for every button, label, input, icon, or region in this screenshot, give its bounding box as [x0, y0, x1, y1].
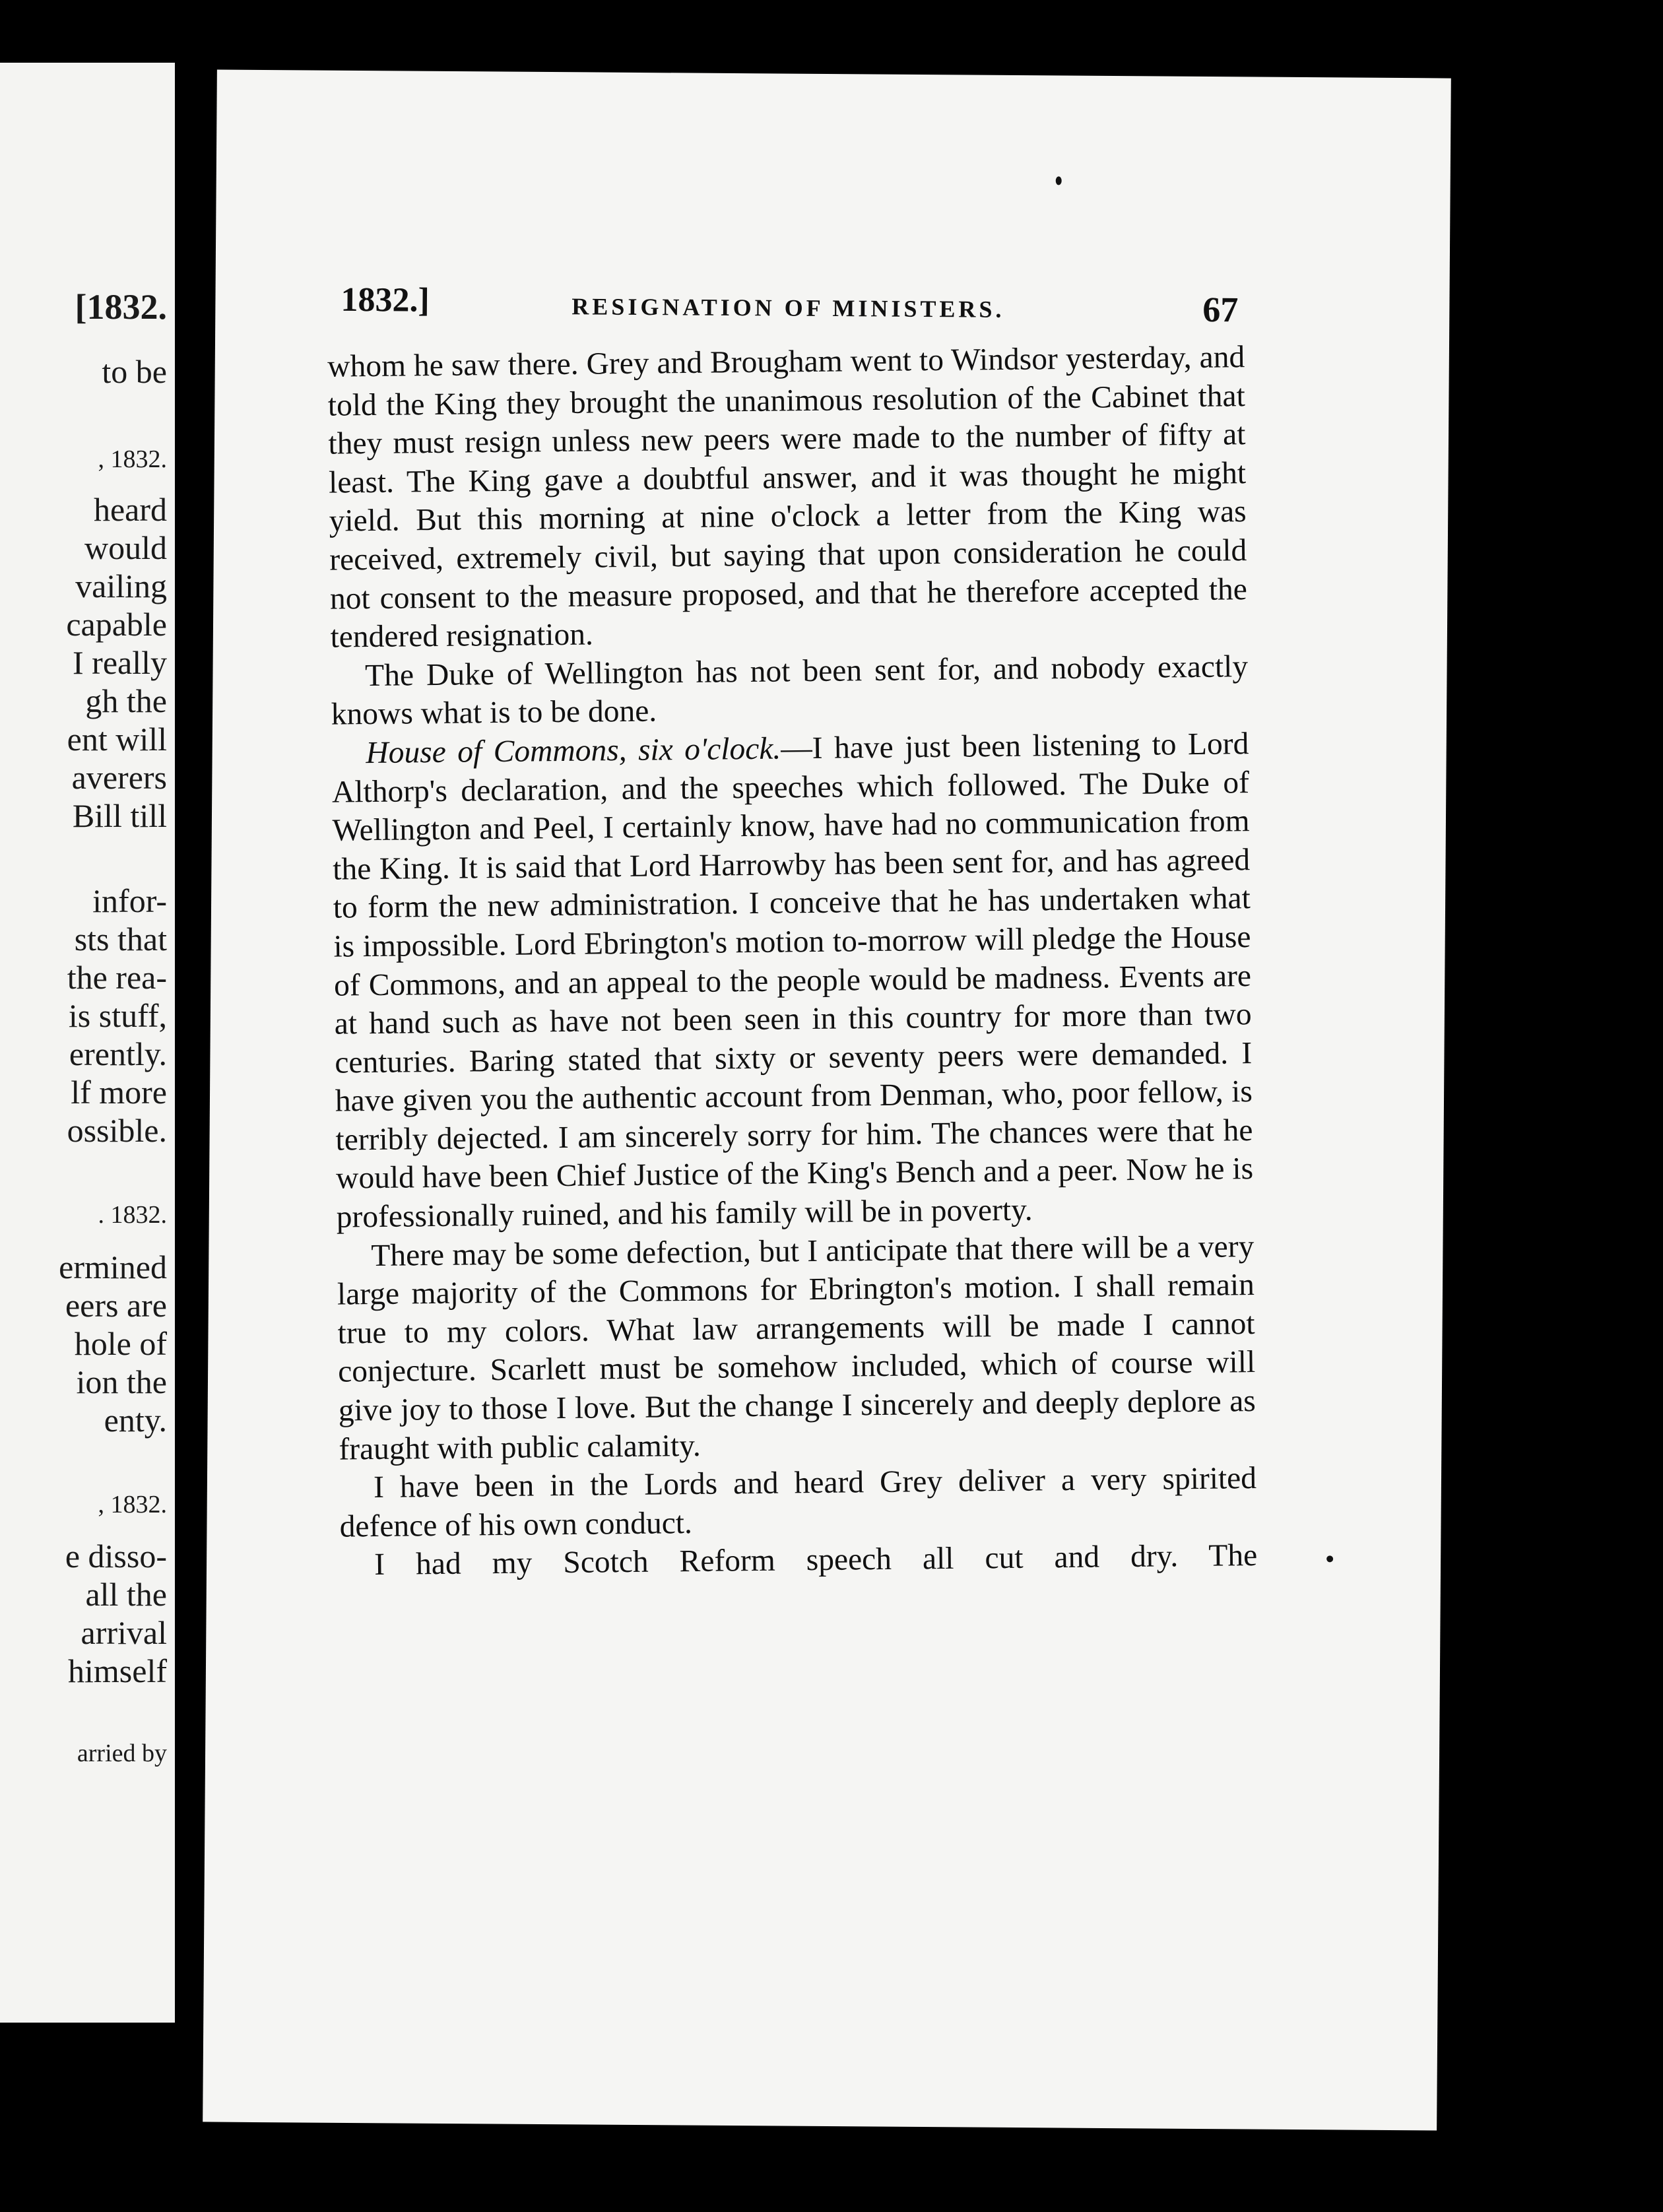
left-frag-2: , 1832. — [98, 445, 167, 473]
left-frag-9: ent will — [67, 721, 167, 758]
facing-page-fragment — [0, 63, 175, 2023]
left-frag-15: is stuff, — [68, 997, 167, 1034]
left-frag-30: arried by — [77, 1740, 167, 1767]
left-frag-25: , 1832. — [98, 1491, 167, 1518]
body-text — [327, 338, 1258, 1584]
paragraph — [331, 725, 1254, 1237]
running-head-title: RESIGNATION OF MINISTERS. — [571, 293, 1005, 323]
left-frag-18: ossible. — [67, 1112, 167, 1149]
left-frag-27: all the — [85, 1576, 167, 1613]
page-number: 67 — [1202, 289, 1239, 330]
left-frag-6: capable — [66, 606, 167, 643]
paragraph: The Duke of Wellington has not been sent for, and nobody exactly knows what is to be done. — [331, 649, 1249, 732]
paragraph: I had my Scotch Reform speech all cut and dry. The — [374, 1538, 1258, 1582]
left-frag-4: would — [84, 529, 167, 566]
left-frag-29: himself — [68, 1652, 167, 1689]
left-frag-21: eers are — [65, 1287, 167, 1324]
ink-speck — [1326, 1555, 1333, 1562]
left-frag-1: to be — [102, 353, 167, 390]
ink-speck — [1056, 176, 1062, 185]
left-frag-0: [1832. — [75, 287, 167, 327]
left-frag-10: averers — [71, 759, 167, 796]
left-frag-5: vailing — [75, 568, 167, 604]
paragraph-lead: House of Commons, six o'clock. — [366, 731, 781, 771]
running-head — [341, 274, 1239, 333]
left-frag-16: erently. — [69, 1035, 167, 1072]
left-frag-8: gh the — [85, 682, 167, 719]
left-frag-26: e disso- — [65, 1538, 167, 1575]
left-frag-22: hole of — [74, 1325, 167, 1362]
left-frag-24: enty. — [104, 1402, 167, 1439]
paragraph: whom he saw there. Grey and Brougham went to Windsor yesterday, and told the King they brought the unanimous resolution of the Cabinet that they must resign unless new peers were made to the number of fifty at least. The King gave a doubtful answer, and it was thought he might yield. But this morning at nine o'clock a letter from the King was received, extremely civil, but saying that upon consideration he could not consent to the measure proposed, and that he therefore accepted the tendered resignation. — [327, 340, 1248, 655]
left-frag-12: infor- — [92, 882, 167, 919]
left-frag-19: . 1832. — [98, 1201, 167, 1229]
left-frag-11: Bill till — [72, 797, 167, 834]
paragraph: I have been in the Lords and heard Grey deliver a very spirited defence of his own conduct. — [339, 1461, 1257, 1544]
running-head-year: 1832.] — [341, 280, 430, 319]
book-page — [203, 70, 1451, 2131]
left-frag-14: the rea- — [67, 959, 167, 996]
paragraph-body: —I have just been listening to Lord Althorp's declaration, and the speeches which followed. The Duke of Wellington and Peel, I certainly know, have had no communication from the King. It is said that Lord Harrowby has been sent for, and has agreed to form the new administration. I conceive that he has undertaken what is impossible. Lord Ebrington's motion to-morrow will pledge the House of Commons, and an appeal to the people would be madness. Events are at hand such as have not been seen in this country for more than two centuries. Baring stated that sixty or seventy peers were demanded. I have given you the authentic account from Denman, who, poor fellow, is terribly dejected. I am sincerely sorry for him. The chances were that he would have been Chief Justice of the King's Bench and a peer. Now he is professionally ruined, and his family will be in poverty. — [331, 727, 1254, 1235]
left-frag-17: lf more — [71, 1074, 167, 1111]
left-frag-28: arrival — [81, 1614, 167, 1651]
left-frag-7: I really — [73, 644, 167, 681]
left-frag-23: ion the — [76, 1363, 167, 1400]
left-frag-13: sts that — [74, 921, 167, 958]
paragraph: There may be some defection, but I anticipate that there will be a very large majority of the Commons for Ebrington's motion. I shall remain true to my colors. What law arrangements will be made I cannot conjecture. Scarlett must be somehow included, which of course will give joy to those I love. But the change I sincerely and deeply deplore as fraught with public calamity. — [337, 1229, 1256, 1467]
left-frag-3: heard — [93, 491, 167, 528]
left-frag-20: ermined — [59, 1249, 167, 1285]
